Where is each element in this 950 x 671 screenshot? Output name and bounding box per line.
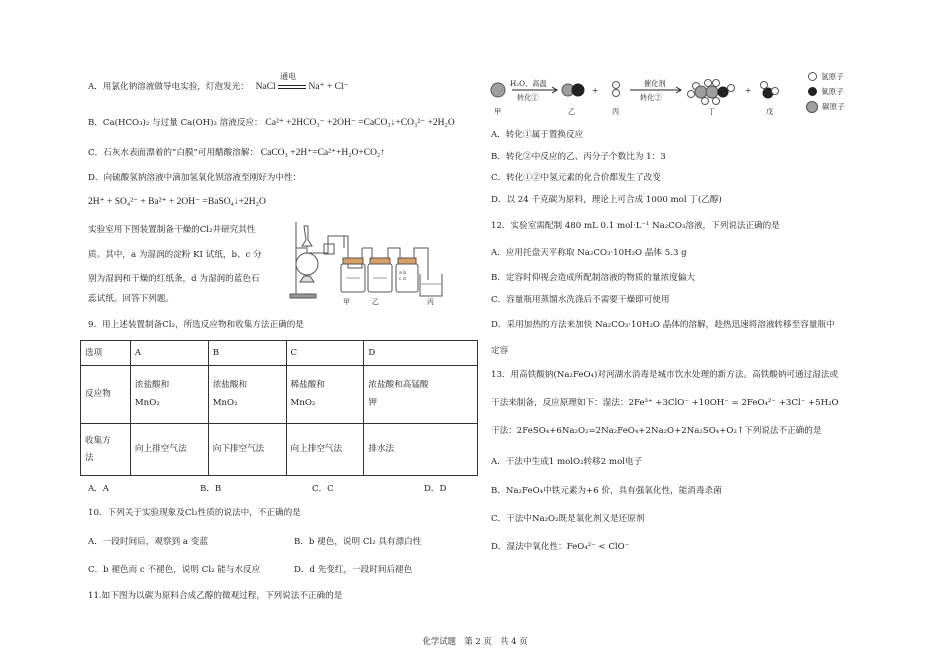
q10-option-b: B．b 褪色，说明 Cl₂ 具有漂白性 — [294, 537, 422, 547]
apparatus-label-jia: 甲 — [343, 298, 350, 306]
table-cell: 向上排空气法 — [286, 424, 364, 476]
table-cell: D — [364, 341, 478, 366]
conversion-1-condition: H₂O、高温 — [510, 79, 547, 88]
q10-stem: 10．下列关于实验现象及Cl₂性质的说法中，不正确的是 — [88, 508, 301, 518]
q11-option-d: D．以 24 千克碳为原料，理论上可合成 1000 mol 丁(乙醇) — [491, 195, 722, 205]
molecule-ding-ethanol — [688, 80, 735, 105]
q12-stem: 12．实验室需配制 480 mL 0.1 mol·L⁻¹ Na₂CO₃溶液，下列说法正确的是 — [491, 221, 780, 231]
q10-option-d: D．d 先变红，一段时间后褪色 — [294, 565, 413, 575]
q9-option-c: C．C — [312, 484, 334, 494]
svg-text:a b: a b — [399, 271, 407, 276]
q13-stem-line-3: 干法：2FeSO₄+6Na₂O₂=2Na₂FeO₄+2Na₂O+2Na₂SO₄+O₂↑下列说法不正确的是 — [491, 426, 822, 436]
electrolysis-condition: 通电 — [280, 71, 297, 81]
q10-option-a: A．一段时间后，观察到 a 变蓝 — [88, 537, 208, 547]
table-cell: 收集方 法 — [81, 424, 131, 476]
intro-line-3: 别为湿润和干燥的红纸条，d 为湿润的蓝色石 — [88, 274, 260, 284]
table-cell: 选项 — [81, 341, 131, 366]
apparatus-label-bing: 丙 — [427, 298, 434, 306]
legend-carbon: 碳原子 — [806, 101, 845, 113]
molecule-bing — [613, 82, 620, 97]
q12-option-a: A．应用托盘天平称取 Na₂CO₃·10H₂O 晶体 5.3 g — [491, 248, 687, 258]
svg-text:+: + — [592, 85, 599, 97]
q8-option-d-equation: 2H⁺ + SO₄²⁻ + Ba²⁺ + 2OH⁻ =BaSO₄↓+2H₂O — [88, 197, 266, 207]
molecule-wu-water — [761, 82, 779, 99]
table-cell: C — [286, 341, 364, 366]
q11-option-a: A．转化①属于置换反应 — [491, 130, 584, 140]
q9-stem: 9．用上述装置制备Cl₂，所选反应物和收集方法正确的是 — [88, 320, 304, 330]
q9-option-a: A．A — [88, 484, 110, 494]
legend-hydrogen: 氢原子 — [808, 72, 844, 81]
table-cell: 浓盐酸和 MnO₂ — [130, 366, 208, 424]
q11-option-b: B．转化②中反应的乙、丙分子个数比为 1：3 — [491, 152, 666, 162]
label-yi: 乙 — [568, 107, 576, 116]
round-bottom-flask — [296, 253, 318, 275]
oxygen-atom-icon — [808, 87, 817, 96]
table-cell: B — [208, 341, 286, 366]
q13-stem-line-1: 13．用高铁酸钠(Na₂FeO₄)对河湖水消毒是城市饮水处理的新方法。高铁酸钠可通过湿法或 — [491, 370, 838, 380]
q11-option-c: C．转化①②中氢元素的化合价都发生了改变 — [491, 173, 661, 183]
q12-option-d: D．采用加热的方法来加快 Na₂CO₃·10H₂O 晶体的溶解，趁热迅速将溶液转移至容量瓶中 — [491, 320, 835, 330]
q11-stem: 11.如下图为以碳为原料合成乙醇的微观过程，下列说法不正确的是 — [88, 591, 343, 601]
conversion-2-condition: 催化剂 — [644, 79, 666, 88]
svg-text:c d: c d — [399, 277, 406, 282]
label-bing: 丙 — [612, 107, 620, 116]
q8-a-equation: NaCl 通电 Na⁺ + Cl⁻ — [255, 71, 349, 92]
q8-option-d: D．向硫酸氢钠溶液中滴加氢氧化钡溶液至刚好为中性： — [88, 173, 302, 183]
conversion-2-label: 转化② — [640, 93, 662, 102]
intro-line-4: 蕊试纸。回答下列题。 — [88, 294, 174, 304]
q8-option-a: A．用氯化钠溶液做导电实验，灯泡发光： NaCl 通电 Na⁺ + Cl⁻ — [88, 71, 349, 92]
table-header-row — [81, 341, 478, 366]
q13-option-d: D．湿法中氧化性：FeO₄²⁻ < ClO⁻ — [491, 542, 630, 552]
q8-option-b: B．Ca(HCO₃)₂ 与过量 Ca(OH)₂ 溶液反应： Ca²⁺ +2HCO₃⁻ +2OH⁻ =CaCO₃↓+CO₃²⁻ +2H₂O — [88, 118, 455, 128]
label-jia: 甲 — [494, 107, 502, 116]
conversion-1-label: 转化① — [517, 93, 539, 102]
table-cell: 浓盐酸和 MnO₂ — [208, 366, 286, 424]
carbon-atom-jia — [491, 83, 505, 97]
q8-option-c: C．石灰水表面漂着的“白膜”可用醋酸溶解： CaCO₃ +2H⁺=Ca²⁺+H₂O+CO₂↑ — [88, 148, 385, 158]
q9-options-table — [80, 340, 478, 476]
apparatus-label-yi: 乙 — [372, 298, 379, 306]
page-footer: 化学试题 第 2 页 共 4 页 — [422, 636, 528, 646]
equation-line — [278, 85, 306, 86]
legend-oxygen: 氧原子 — [808, 87, 844, 96]
carbon-atom-icon — [806, 101, 818, 113]
molecule-yi — [562, 84, 584, 96]
q13-stem-line-2: 干法来制备，反应原理如下：湿法：2Fe³⁺ +3ClO⁻ +10OH⁻ = 2FeO₄²⁻ +3Cl⁻ +5H₂O — [491, 398, 839, 408]
q13-option-c: C．干法中Na₂O₂既是氧化剂又是还原剂 — [491, 514, 645, 524]
intro-line-1: 实验室用下图装置制备干燥的Cl₂并研究其性 — [88, 225, 256, 235]
q13-option-a: A．干法中生成1 molO₂转移2 mol电子 — [491, 457, 643, 467]
table-cell: 排水法 — [364, 424, 478, 476]
hydrogen-atom-icon — [808, 72, 817, 81]
table-row — [81, 424, 478, 476]
table-cell: A — [130, 341, 208, 366]
table-cell: 浓盐酸和高锰酸 钾 — [364, 366, 478, 424]
q12-option-d-cont: 定容 — [491, 346, 509, 356]
chlorine-apparatus-figure — [288, 218, 448, 310]
label-ding: 丁 — [708, 107, 716, 116]
svg-text:+: + — [745, 85, 752, 97]
table-cell: 向上排空气法 — [130, 424, 208, 476]
alcohol-lamp — [300, 276, 314, 282]
q9-option-b: B．B — [200, 484, 222, 494]
table-cell: 反应物 — [81, 366, 131, 424]
q12-option-b: B．定容时仰视会造成所配制溶液的物质的量浓度偏大 — [491, 273, 695, 283]
q10-option-c: C．b 褪色而 c 不褪色，说明 Cl₂ 能与水反应 — [88, 565, 261, 575]
iron-stand-base — [290, 294, 316, 298]
label-wu: 戊 — [766, 107, 774, 116]
separatory-funnel — [302, 226, 312, 246]
table-cell: 向下排空气法 — [208, 424, 286, 476]
table-cell: 稀盐酸和 MnO₂ — [286, 366, 364, 424]
beaker-bing — [420, 274, 442, 296]
q12-option-c: C．容量瓶用蒸馏水洗涤后不需要干燥即可使用 — [491, 295, 670, 305]
table-row — [81, 366, 478, 424]
q9-option-d: D．D — [424, 484, 447, 494]
q13-option-b: B．Na₂FeO₄中铁元素为+6 价，具有强氧化性，能消毒杀菌 — [491, 486, 722, 496]
intro-line-2: 质。其中，a 为湿润的淀粉 KI 试纸，b、c 分 — [88, 250, 262, 260]
